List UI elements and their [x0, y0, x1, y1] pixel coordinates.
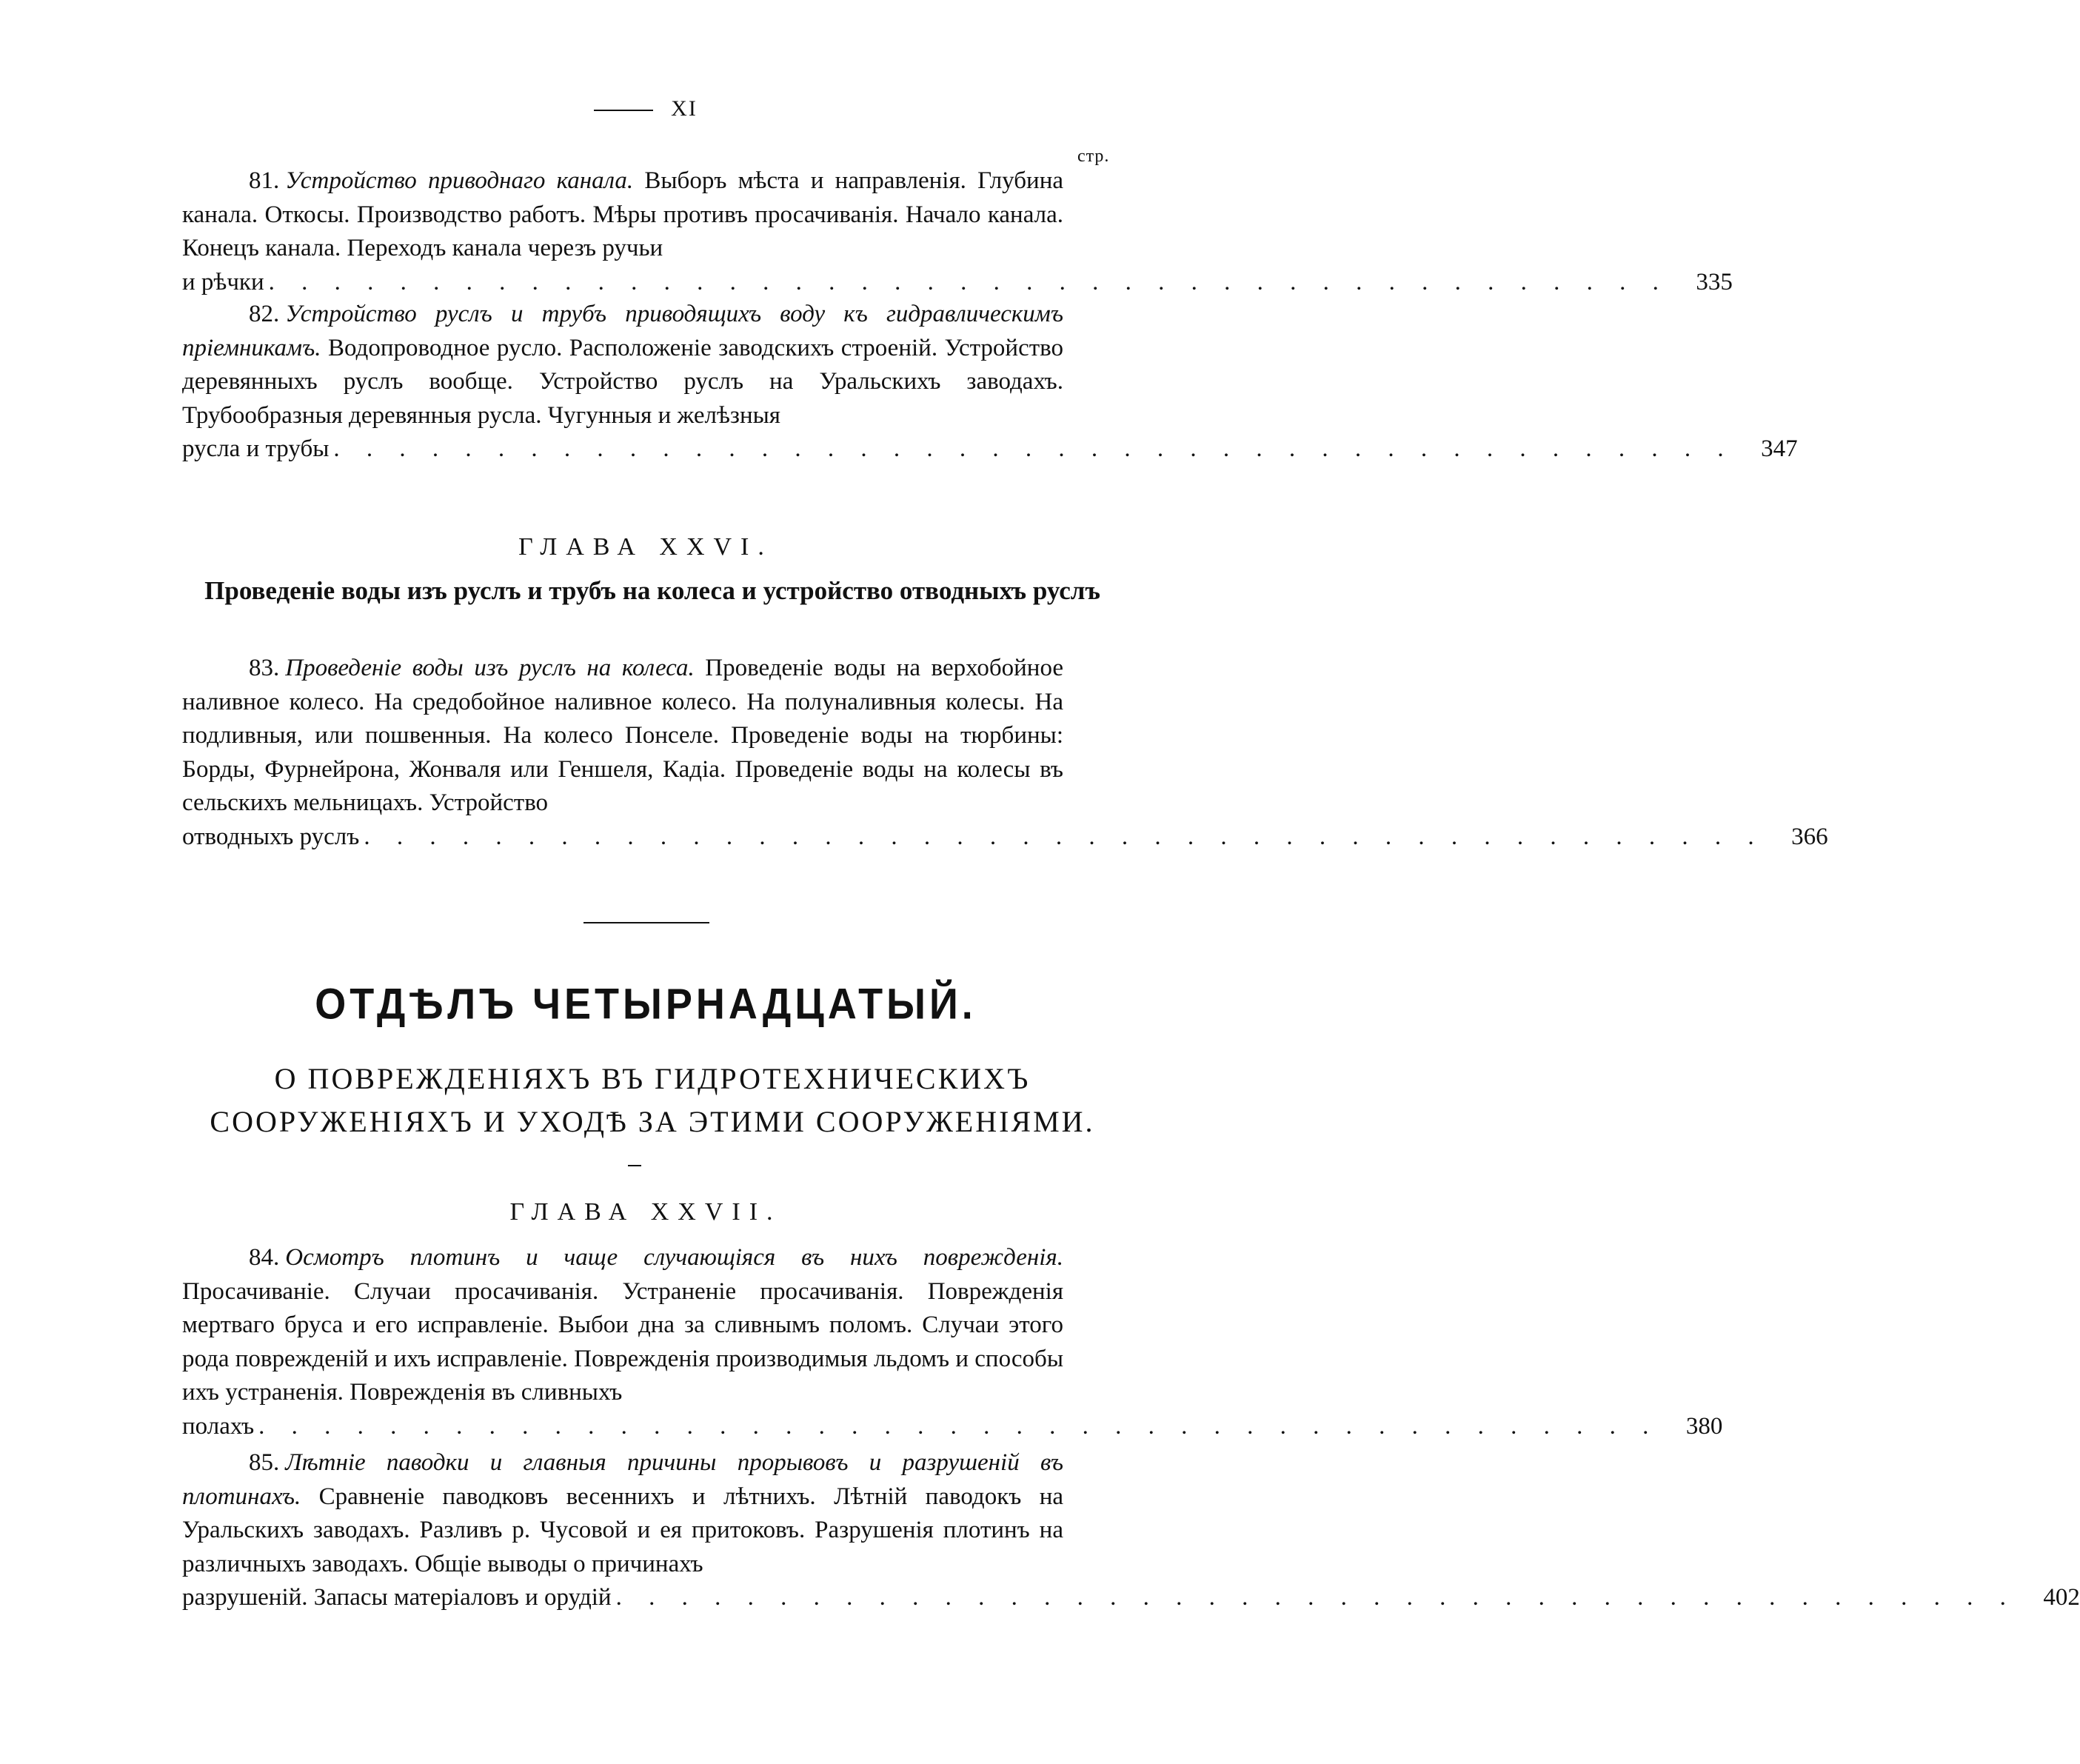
entry-number: 84. [249, 1244, 280, 1271]
entry-last-line: и рѣчки [182, 268, 264, 295]
entry-title: Устройство руслъ и трубъ приводящихъ воду къ гидравлическимъ пріемникамъ. [182, 301, 1063, 361]
entry-title: Осмотръ плотинъ и чаще случающіяся въ нихъ поврежденія. [285, 1244, 1063, 1271]
chapter-26-heading: ГЛАВА XXVI. [518, 533, 773, 561]
section-title: ОТДѢЛЪ ЧЕТЫРНАДЦАТЫЙ. [315, 980, 977, 1029]
toc-entry-82 [182, 298, 1798, 467]
dot-leader: . . . . . . . . . . . . . . . . . . . . . . . . . . . . . . . . . . . . . . . . . . . [615, 1584, 2016, 1611]
entry-last-line: русла и трубы [182, 435, 330, 462]
entry-number: 81. [249, 167, 280, 194]
toc-entry-85 [182, 1446, 2080, 1615]
entry-number: 83. [249, 655, 280, 681]
entry-last-line: разрушеній. Запасы матеріаловъ и орудій [182, 1584, 612, 1611]
entry-body: Проведеніе воды на верхобойное наливное колесо. На средобойное наливное колесо. На полуналивныя колесы. На подливныя, или пошвенныя. На колесо Понселе. Проведеніе воды на тюрбины: Борды, Фурнейрона, Жонваля или Геншеля, Кадіа. Проведеніе воды на колесы въ сельскихъ мельницахъ. Устройство [182, 655, 1063, 816]
entry-body: Водопроводное русло. Расположеніе заводскихъ строеній. Устройство деревянныхъ руслъ вообще. Устройство руслъ на Уральскихъ заводахъ. Трубообразныя деревянныя русла. Чугунныя и желѣзныя [182, 334, 1064, 429]
entry-last-line: полахъ [182, 1412, 255, 1440]
entry-page: 335 [1696, 268, 1733, 295]
entry-number: 82. [249, 301, 280, 327]
entry-page: 366 [1791, 823, 1828, 850]
page-number: XI [671, 96, 698, 121]
chapter-27-heading: ГЛАВА XXVII. [509, 1198, 782, 1226]
toc-entry-84 [182, 1241, 1723, 1443]
dot-leader: . . . . . . . . . . . . . . . . . . . . . . . . . . . . . . . . . . . . . . . . . . . [333, 435, 1734, 462]
head-dash [594, 110, 653, 111]
toc-entry-81 [182, 164, 1733, 299]
entry-title: Проведеніе воды изъ руслъ на колеса. [285, 655, 695, 681]
short-rule [628, 1165, 641, 1166]
entry-page: 347 [1761, 435, 1798, 462]
entry-number: 85. [249, 1449, 280, 1476]
running-head [0, 96, 1291, 121]
entry-body: Просачиваніе. Случаи просачиванія. Устраненіе просачиванія. Поврежденія мертваго бруса и его исправленіе. Выбои дна за сливнымъ поломъ. Случаи этого рода поврежденій и ихъ исправленіе. Поврежденія производимыя льдомъ и способы ихъ устраненія. Поврежденія въ сливныхъ [182, 1277, 1063, 1406]
chapter-26-title: Проведеніе воды изъ руслъ и трубъ на колеса и устройство отводныхъ руслъ [204, 576, 1100, 605]
entry-body: Выборъ мѣста и направленія. Глубина канала. Откосы. Производство работъ. Мѣры противъ просачиванія. Начало канала. Конецъ канала. Переходъ канала черезъ ручьи [182, 167, 1063, 261]
entry-page: 380 [1685, 1412, 1723, 1440]
page-column-label: стр. [1077, 147, 1110, 166]
entry-body: Сравненіе паводковъ весеннихъ и лѣтнихъ. Лѣтній паводокъ на Уральскихъ заводахъ. Разливъ р. Чусовой и ея притоковъ. Разрушенія плотинъ на различныхъ заводахъ. Общіе выводы о причинахъ [182, 1483, 1064, 1577]
section-divider-rule [583, 922, 709, 923]
toc-entry-83 [182, 652, 1828, 854]
section-subtitle: О ПОВРЕЖДЕНІЯХЪ ВЪ ГИДРОТЕХНИЧЕСКИХЪ СООРУЖЕНІЯХЪ И УХОДѢ ЗА ЭТИМИ СООРУЖЕНІЯМИ. [210, 1062, 1095, 1138]
entry-last-line: отводныхъ руслъ [182, 823, 360, 850]
dot-leader: . . . . . . . . . . . . . . . . . . . . . . . . . . . . . . . . . . . . . . . . . . . [258, 1412, 1659, 1440]
entry-page: 402 [2043, 1584, 2080, 1611]
entry-title: Лѣтніе паводки и главныя причины прорывовъ и разрушеній въ плотинахъ. [182, 1449, 1063, 1510]
dot-leader: . . . . . . . . . . . . . . . . . . . . . . . . . . . . . . . . . . . . . . . . . . . [268, 268, 1669, 295]
dot-leader: . . . . . . . . . . . . . . . . . . . . . . . . . . . . . . . . . . . . . . . . . . . [364, 823, 1765, 850]
entry-title: Устройство приводнаго канала. [285, 167, 634, 194]
